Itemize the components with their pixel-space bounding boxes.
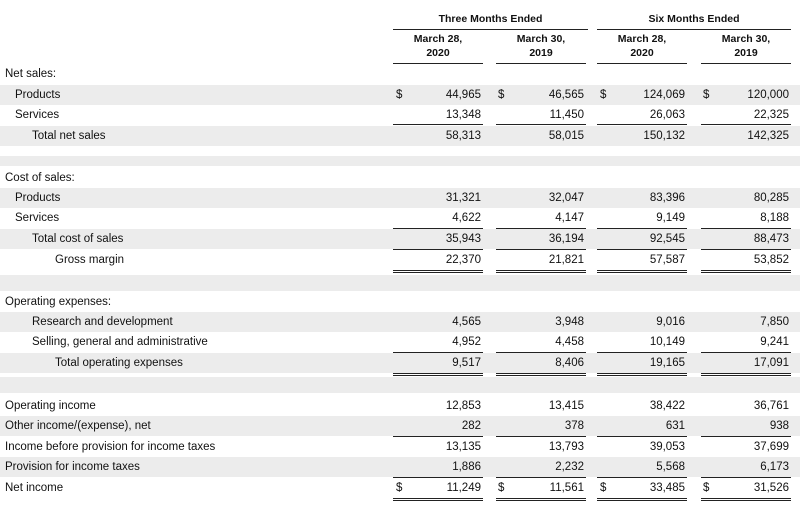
double-rule	[496, 373, 586, 376]
double-rule	[597, 270, 687, 273]
net-sales-heading: Net sales:	[5, 68, 57, 80]
double-rule	[597, 498, 687, 501]
value-q-2019: 8,406	[555, 357, 584, 369]
subtotal-rule	[597, 124, 687, 125]
dollar-sign: $	[600, 482, 607, 494]
dollar-sign: $	[396, 482, 403, 494]
rnd-row	[0, 312, 800, 332]
header-six-months: Six Months Ended	[597, 12, 791, 30]
col-header-6m-2019	[701, 32, 791, 64]
net-sales-products-row	[0, 85, 800, 105]
value-q-2019: 58,015	[548, 130, 584, 142]
value-6m-2019: 80,285	[753, 192, 789, 204]
value-q-2019: 46,565	[548, 89, 584, 101]
col-header-q-2019	[496, 32, 586, 64]
value-q-2020: 4,952	[452, 336, 481, 348]
row-label: Products	[15, 89, 61, 101]
dollar-sign: $	[498, 89, 505, 101]
net-sales-heading-row	[0, 64, 800, 84]
value-q-2020: 4,622	[452, 212, 481, 224]
value-q-2020: 58,313	[445, 130, 481, 142]
cost-services-row	[0, 208, 800, 228]
value-q-2020: 35,943	[445, 233, 481, 245]
value-6m-2020: 10,149	[649, 336, 685, 348]
double-rule	[393, 498, 483, 501]
col-header-q-2020-date: March 28,	[413, 33, 463, 45]
provision-row	[0, 457, 800, 477]
value-q-2020: 12,853	[445, 400, 481, 412]
value-6m-2020: 631	[665, 420, 685, 432]
col-header-6m-2020-date: March 28,	[617, 33, 667, 45]
col-header-6m-2020-year: 2020	[630, 47, 654, 59]
value-6m-2020: 19,165	[649, 357, 685, 369]
value-q-2020: 44,965	[445, 89, 481, 101]
sga-row	[0, 332, 800, 352]
value-6m-2020: 9,149	[656, 212, 685, 224]
value-q-2019: 378	[564, 420, 584, 432]
subtotal-rule	[496, 124, 586, 125]
cost-products-row	[0, 188, 800, 208]
gross-margin-row	[0, 250, 800, 270]
value-q-2019: 11,450	[549, 109, 584, 121]
value-6m-2019: 88,473	[753, 233, 789, 245]
col-header-q-2020	[393, 32, 483, 64]
subtotal-rule	[701, 124, 791, 125]
col-header-6m-2019-date: March 30,	[721, 33, 771, 45]
value-6m-2019: 8,188	[760, 212, 789, 224]
row-label: Operating income	[5, 400, 96, 412]
value-q-2020: 9,517	[452, 357, 481, 369]
value-q-2019: 13,793	[548, 441, 584, 453]
value-q-2020: 22,370	[445, 254, 481, 266]
value-6m-2020: 39,053	[649, 441, 685, 453]
double-rule	[496, 498, 586, 501]
double-rule	[496, 270, 586, 273]
value-q-2020: 282	[461, 420, 481, 432]
cost-of-sales-heading-row	[0, 168, 800, 188]
value-q-2019: 36,194	[548, 233, 584, 245]
value-q-2019: 3,948	[555, 316, 584, 328]
dollar-sign: $	[600, 89, 607, 101]
row-label: Other income/(expense), net	[5, 420, 151, 432]
net-sales-services-row	[0, 105, 800, 125]
spacer-row	[0, 377, 800, 393]
spacer-row	[0, 275, 800, 291]
other-income-row	[0, 416, 800, 436]
row-label: Services	[15, 212, 60, 224]
value-6m-2020: 124,069	[643, 89, 685, 101]
row-label: Net income	[5, 482, 64, 494]
value-6m-2019: 142,325	[747, 130, 789, 142]
value-q-2020: 11,249	[446, 482, 481, 494]
pretax-income-row	[0, 437, 800, 457]
double-rule	[701, 270, 791, 273]
total-opex-row	[0, 353, 800, 373]
value-6m-2019: 36,761	[753, 400, 789, 412]
value-6m-2019: 9,241	[760, 336, 789, 348]
row-label: Income before provision for income taxes	[5, 441, 216, 453]
row-label: Research and development	[32, 316, 173, 328]
row-label: Total net sales	[32, 130, 106, 142]
col-header-q-2019-year: 2019	[529, 47, 553, 59]
value-6m-2020: 26,063	[649, 109, 685, 121]
dollar-sign: $	[703, 89, 710, 101]
value-6m-2019: 31,526	[753, 482, 789, 494]
value-q-2019: 13,415	[548, 400, 584, 412]
value-6m-2019: 7,850	[760, 316, 789, 328]
value-q-2019: 2,232	[555, 461, 584, 473]
value-q-2019: 4,458	[555, 336, 584, 348]
col-header-6m-2019-year: 2019	[734, 47, 758, 59]
value-6m-2020: 33,485	[649, 482, 685, 494]
total-net-sales-row	[0, 126, 800, 146]
value-q-2019: 21,821	[548, 254, 584, 266]
dollar-sign: $	[498, 482, 505, 494]
value-q-2020: 13,348	[445, 109, 481, 121]
value-q-2020: 31,321	[445, 192, 481, 204]
value-6m-2019: 120,000	[747, 89, 789, 101]
subtotal-rule	[393, 124, 483, 125]
row-label: Products	[15, 192, 61, 204]
value-6m-2019: 53,852	[753, 254, 789, 266]
value-q-2019: 11,561	[549, 482, 584, 494]
value-q-2020: 1,886	[452, 461, 481, 473]
value-6m-2020: 9,016	[656, 316, 685, 328]
row-label: Total cost of sales	[32, 233, 124, 245]
value-q-2020: 4,565	[452, 316, 481, 328]
col-header-6m-2020	[597, 32, 687, 64]
col-header-q-2019-date: March 30,	[516, 33, 566, 45]
value-6m-2020: 150,132	[643, 130, 685, 142]
value-q-2019: 32,047	[548, 192, 584, 204]
value-6m-2020: 5,568	[656, 461, 685, 473]
value-6m-2019: 938	[769, 420, 789, 432]
value-6m-2019: 37,699	[753, 441, 789, 453]
double-rule	[393, 373, 483, 376]
opex-heading-row	[0, 292, 800, 312]
double-rule	[701, 373, 791, 376]
col-header-q-2020-year: 2020	[426, 47, 450, 59]
spacer-row	[0, 156, 800, 166]
value-q-2019: 4,147	[555, 212, 584, 224]
value-6m-2019: 6,173	[760, 461, 789, 473]
double-rule	[597, 373, 687, 376]
opex-heading: Operating expenses:	[5, 296, 112, 308]
operating-income-row	[0, 396, 800, 416]
row-label: Provision for income taxes	[5, 461, 140, 473]
value-q-2020: 13,135	[445, 441, 481, 453]
dollar-sign: $	[396, 89, 403, 101]
row-label: Total operating expenses	[55, 357, 183, 369]
value-6m-2019: 22,325	[753, 109, 789, 121]
value-6m-2020: 57,587	[649, 254, 685, 266]
row-label: Gross margin	[55, 254, 125, 266]
double-rule	[701, 498, 791, 501]
total-cost-of-sales-row	[0, 229, 800, 249]
row-label: Selling, general and administrative	[32, 336, 208, 348]
dollar-sign: $	[703, 482, 710, 494]
net-income-row	[0, 478, 800, 498]
row-label: Services	[15, 109, 60, 121]
value-6m-2020: 38,422	[649, 400, 685, 412]
double-rule	[393, 270, 483, 273]
cost-of-sales-heading: Cost of sales:	[5, 172, 75, 184]
value-6m-2020: 83,396	[649, 192, 685, 204]
value-6m-2020: 92,545	[649, 233, 685, 245]
header-three-months: Three Months Ended	[393, 12, 588, 30]
value-6m-2019: 17,091	[753, 357, 789, 369]
